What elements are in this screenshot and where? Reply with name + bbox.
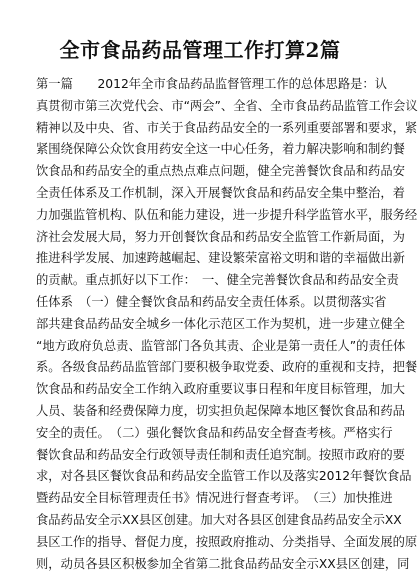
body-line: 第一篇 2012年全市食品药品监督管理工作的总体思路是：认 [36,77,388,91]
body-line: 求，对各县区餐饮食品和药品安全监管工作以及落实2012年餐饮食品 [36,469,412,484]
body-line: 推进科学发展、加速跨越崛起、建设繁荣富裕文明和谐的幸福做出新 [36,251,405,266]
body-line: 真贯彻市第三次党代会、市“两会”、全省、全市食品药品监管工作会议 [36,98,418,113]
body-line: 饮食品和药品安全的重点热点难点问题，健全完善餐饮食品和药品安 [36,164,405,179]
body-line: “地方政府负总责、监管部门各负其责、企业是第一责任人”的责任体 [36,338,406,353]
body-line: 安全的责任。 （二）强化餐饮食品和药品安全督查考核。严格实行 [36,425,393,440]
body-line: 任体系 （一）健全餐饮食品和药品安全责任体系。以贯彻落实省 [36,294,387,309]
document-body [36,74,418,575]
document-title: 全市食品药品管理工作打算2篇 [59,38,341,62]
body-line: 暨药品安全目标管理责任书》情况进行督查考评。 （三）加快推进 [36,491,393,506]
body-line: 人员、装备和经费保障力度，切实担负起保障本地区餐饮食品和药品 [36,403,405,418]
body-line: 部共建食品药品安全城乡一体化示范区工作为契机，进一步建立健全 [36,316,405,331]
body-line: 县区工作的指导、督促力度，按照政府推动、分类指导、全面发展的原 [36,534,418,549]
body-line: 精神以及中央、省、市关于食品药品安全的一系列重要部署和要求，紧 [36,120,418,135]
body-line: 的贡献。重点抓好以下工作： 一、健全完善餐饮食品和药品安全责 [36,273,399,288]
body-line: 济社会发展大局，努力开创餐饮食品和药品安全监管工作新局面，为 [36,229,405,244]
body-line: 全责任体系及工作机制，深入开展餐饮食品和药品安全集中整治，着 [36,185,405,200]
body-line: 系。各级食品药品监管部门要积极争取党委、政府的重视和支持，把餐 [36,360,418,375]
body-line: 力加强监管机构、队伍和能力建设，进一步提升科学监管水平，服务经 [36,207,418,222]
body-line: 则，动员各县区积极参加全省第二批食品药品安全示XX县区创建，同 [36,556,410,571]
body-line: 紧围绕保障公众饮食用药安全这一中心任务，着力解决影响和制约餐 [36,142,405,157]
body-line: 食品药品安全示XX县区创建。加大对各县区创建食品药品安全示XX [36,512,402,527]
body-line: 餐饮食品和药品安全行政领导责任制和责任追究制。按照市政府的要 [36,447,405,462]
body-line: 饮食品和药品安全工作纳入政府重要议事日程和年度目标管理，加大 [36,382,405,397]
